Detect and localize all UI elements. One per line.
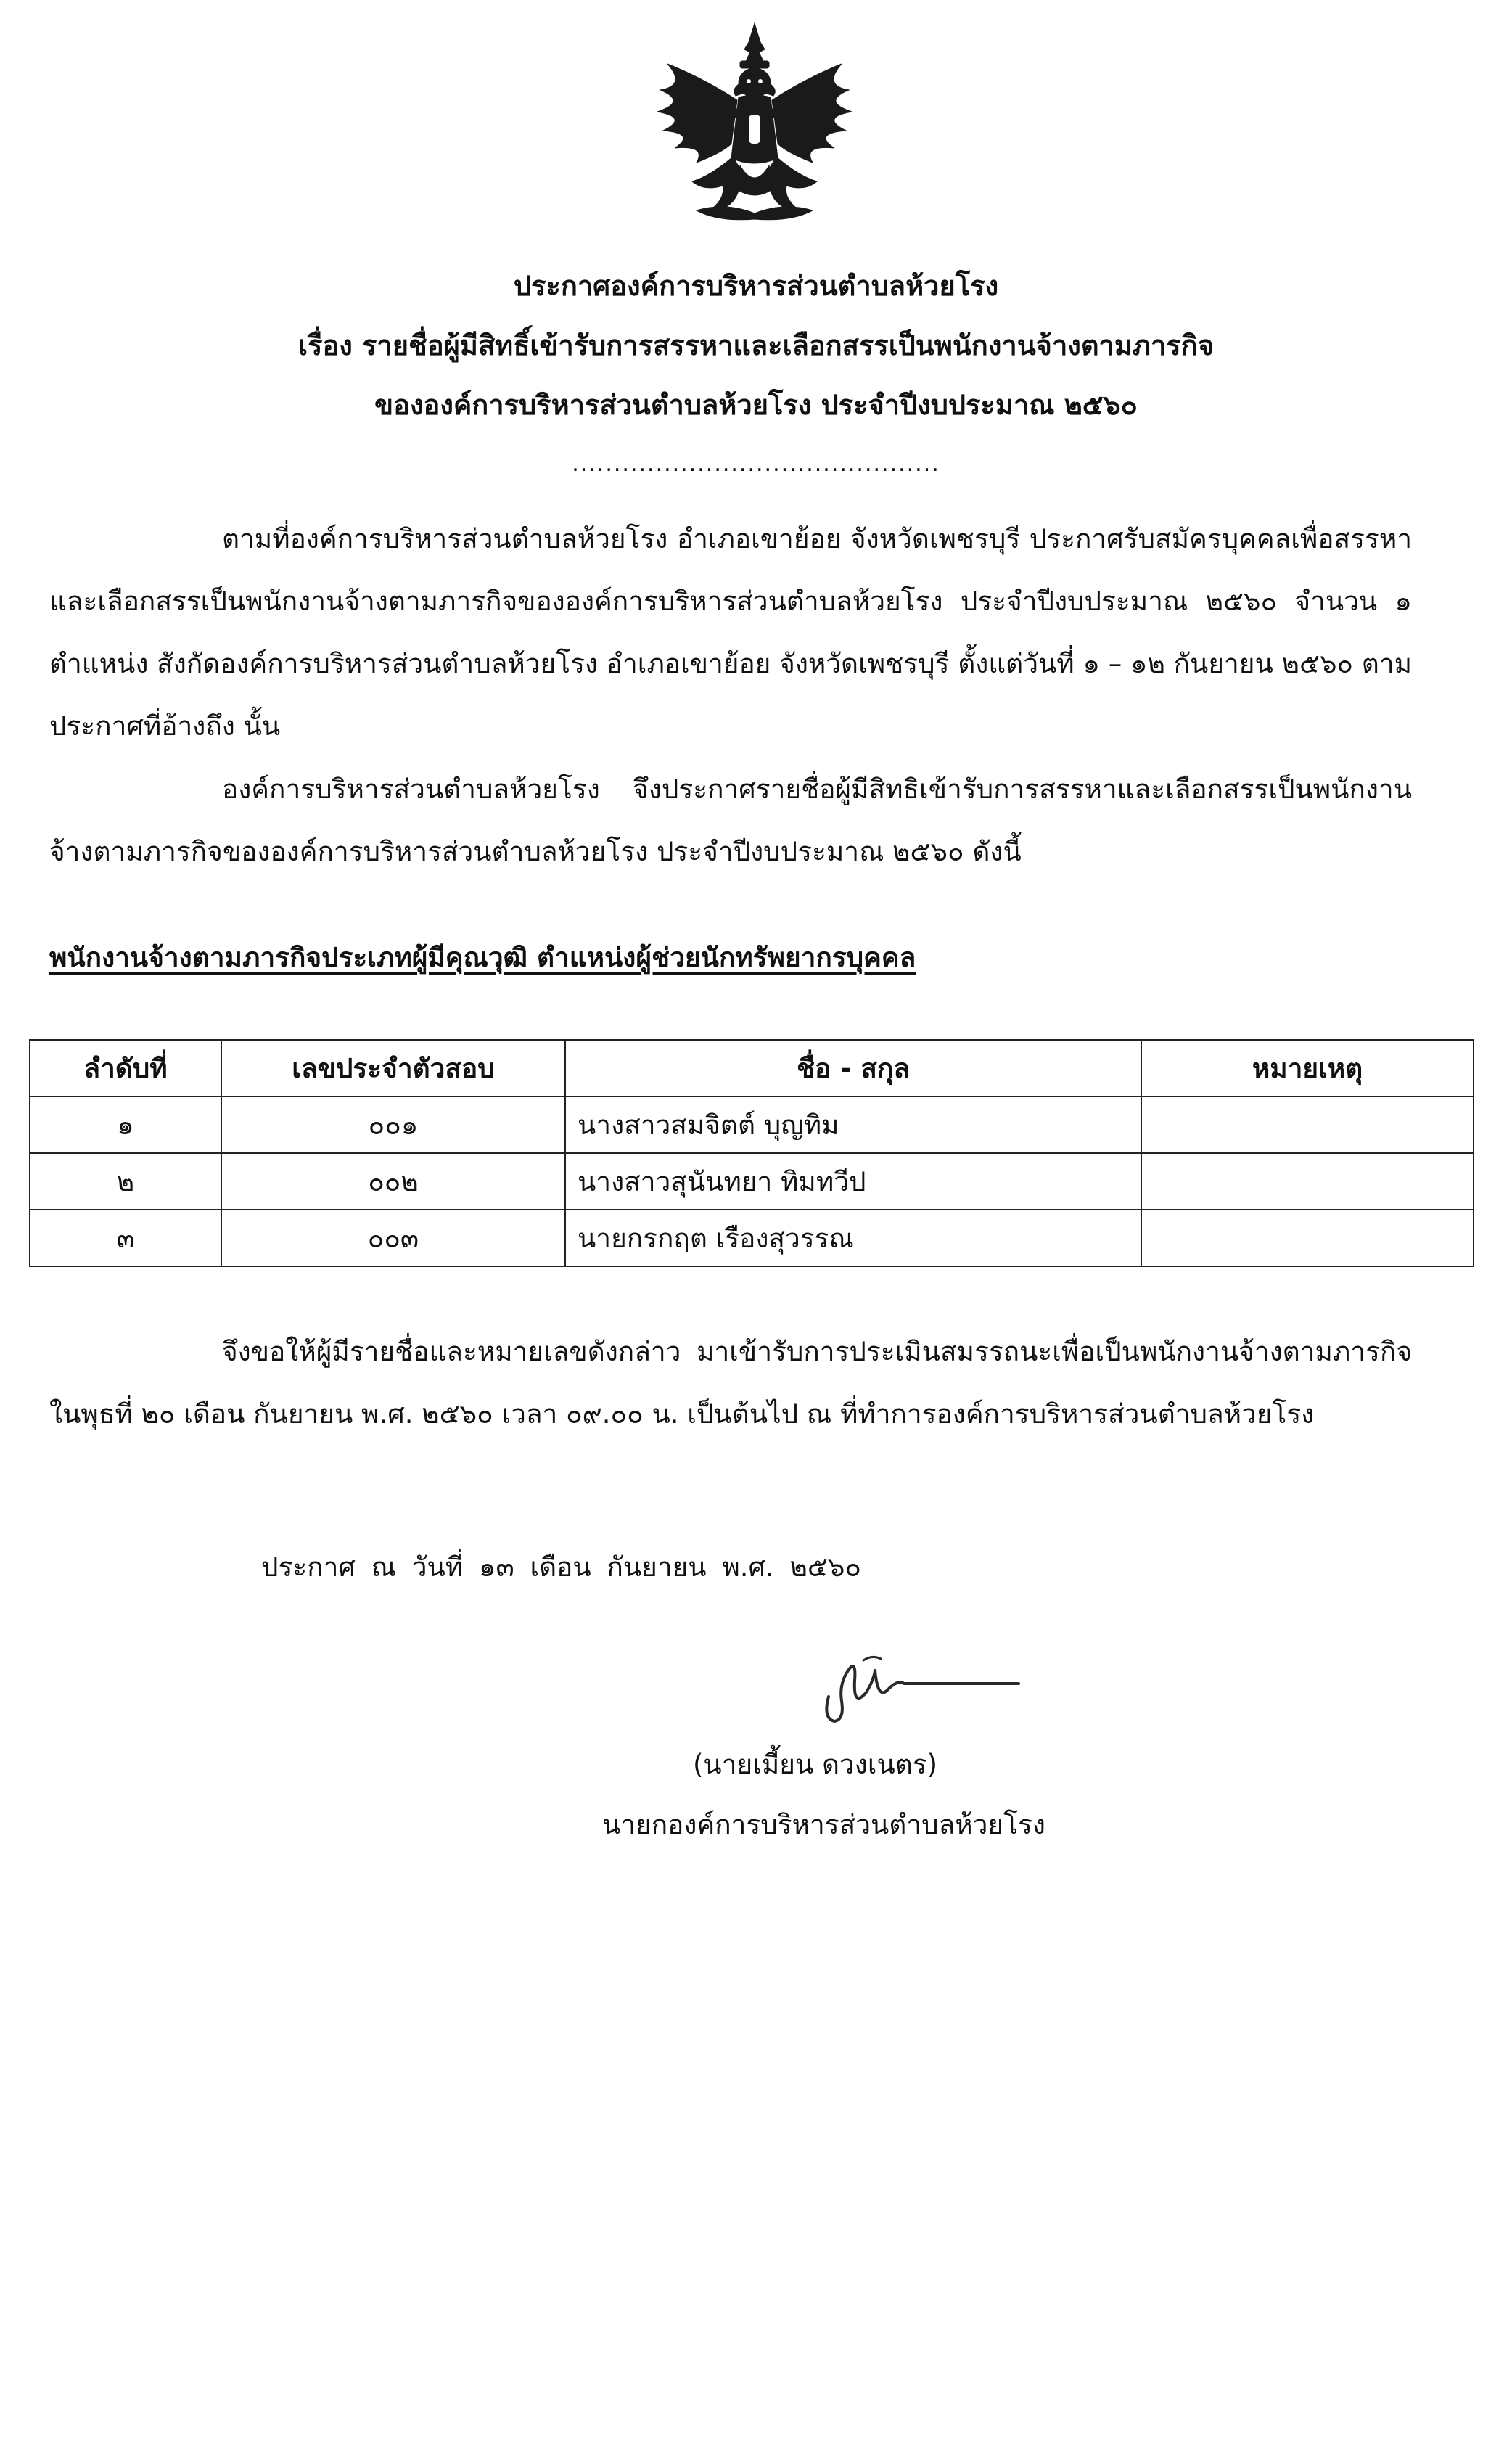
paragraph-instruction — [49, 1321, 1412, 1446]
announcement-date: ประกาศ ณ วันที่ ๑๓ เดือน กันยายน พ.ศ. ๒๕๖๐ — [261, 1551, 861, 1583]
announcement-subject: เรื่อง รายชื่อผู้มีสิทธิ์เข้ารับการสรรหาและเลือกสรรเป็นพนักงานจ้างตามภารกิจ — [298, 329, 1214, 361]
signer-position: นายกองค์การบริหารส่วนตำบลห้วยโรง — [602, 1809, 1045, 1840]
cell-no: ๒ — [30, 1153, 221, 1210]
table-row — [30, 1153, 1474, 1210]
announcement-subject-continued: ขององค์การบริหารส่วนตำบลห้วยโรง ประจำปีงบประมาณ ๒๕๖๐ — [374, 389, 1138, 421]
paragraph-intro — [49, 508, 1412, 758]
cell-exam-id: ๐๐๒ — [221, 1153, 565, 1210]
cell-note — [1141, 1153, 1474, 1210]
column-header-exam-id: เลขประจำตัวสอบ — [221, 1040, 565, 1096]
cell-name: นางสาวสมจิตต์ บุญทิม — [565, 1096, 1141, 1153]
signature-icon — [813, 1639, 1030, 1733]
column-header-no: ลำดับที่ — [30, 1040, 221, 1096]
cell-no: ๓ — [30, 1210, 221, 1266]
cell-name: นายกรกฤต เรืองสุวรรณ — [565, 1210, 1141, 1266]
cell-name: นางสาวสุนันทยา ทิมทวีป — [565, 1153, 1141, 1210]
cell-exam-id: ๐๐๑ — [221, 1096, 565, 1153]
cell-note — [1141, 1210, 1474, 1266]
cell-exam-id: ๐๐๓ — [221, 1210, 565, 1266]
cell-note — [1141, 1096, 1474, 1153]
paragraph-announce-text: องค์การบริหารส่วนตำบลห้วยโรง จึงประกาศรายชื่อผู้มีสิทธิเข้ารับการสรรหาและเลือกสรรเป็นพนักงานจ้างตามภารกิจขององค์การบริหารส่วนตำบลห้วยโรง ประจำปีงบประมาณ ๒๕๖๐ ดังนี้ — [49, 774, 1412, 867]
signer-name: (นายเมี้ยน ดวงเนตร) — [693, 1749, 938, 1780]
cell-no: ๑ — [30, 1096, 221, 1153]
garuda-emblem-icon — [617, 20, 892, 232]
column-header-note: หมายเหตุ — [1141, 1040, 1474, 1096]
announcement-title: ประกาศองค์การบริหารส่วนตำบลห้วยโรง — [513, 270, 999, 302]
table-header-row — [30, 1040, 1474, 1096]
candidate-table — [29, 1039, 1474, 1267]
paragraph-intro-text: ตามที่องค์การบริหารส่วนตำบลห้วยโรง อำเภอเขาย้อย จังหวัดเพชรบุรี ประกาศรับสมัครบุคคลเพื่อสรรหาและเลือกสรรเป็นพนักงานจ้างตามภารกิจขององค์การบริหารส่วนตำบลห้วยโรง ประจำปีงบประมาณ ๒๕๖๐ จำนวน ๑ ตำแหน่ง สังกัดองค์การบริหารส่วนตำบลห้วยโรง อำเภอเขาย้อย จังหวัดเพชรบุรี ตั้งแต่วันที่ ๑ – ๑๒ กันยายน ๒๕๖๐ ตามประกาศที่อ้างถึง นั้น — [49, 523, 1412, 742]
separator-dots: ............................................ — [572, 451, 940, 477]
column-header-name: ชื่อ - สกุล — [565, 1040, 1141, 1096]
position-subheading: พนักงานจ้างตามภารกิจประเภทผู้มีคุณวุฒิ ตำแหน่งผู้ช่วยนักทรัพยากรบุคคล — [49, 942, 916, 973]
table-row — [30, 1096, 1474, 1153]
paragraph-announce — [49, 758, 1412, 883]
paragraph-instruction-text: จึงขอให้ผู้มีรายชื่อและหมายเลขดังกล่าว มาเข้ารับการประเมินสมรรถนะเพื่อเป็นพนักงานจ้างตามภารกิจ ในพุธที่ ๒๐ เดือน กันยายน พ.ศ. ๒๕๖๐ เวลา ๐๙.๐๐ น. เป็นต้นไป ณ ที่ทำการองค์การบริหารส่วนตำบลห้วยโรง — [49, 1336, 1412, 1430]
table-row — [30, 1210, 1474, 1266]
